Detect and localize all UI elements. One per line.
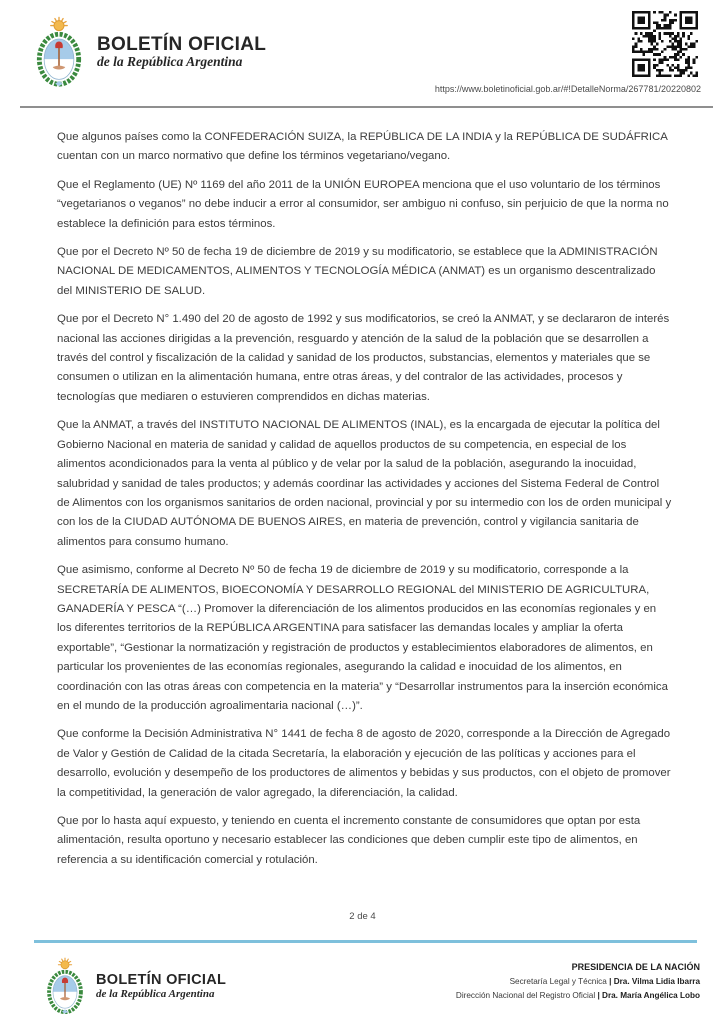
- credit-name: Dra. María Angélica Lobo: [602, 991, 700, 1000]
- document-body: [57, 128, 673, 879]
- brand-subtitle: de la República Argentina: [97, 54, 243, 70]
- header-divider: [20, 106, 713, 108]
- argentina-coat-of-arms-icon: [40, 957, 90, 1016]
- paragraph: Que por lo hasta aquí expuesto, y teniendo en cuenta el incremento constante de consumidores que optan por esta alimentación, resulta oportuno y necesario establecer las condiciones que deben cumplir este tipo de alimentos, en referencia a su identificación comercial y rotulación.: [57, 815, 641, 866]
- credit-line: [456, 991, 700, 1000]
- credit-separator: |: [597, 991, 600, 1000]
- page-number: 2 de 4: [349, 911, 376, 922]
- paragraph: Que asimismo, conforme al Decreto Nº 50 de fecha 19 de diciembre de 2019 y su modificatorio, corresponde a la SECRETARÍA DE ALIMENTOS, BIOECONOMÍA Y DESARROLLO REGIONAL del MINISTERIO DE AGRICULTURA, GANADERÍA Y PESCA “(…) Promover la diferenciación de los alimentos producidos en las economías regionales y en los diferentes territorios de la REPÚBLICA ARGENTINA para satisfacer las demandas locales y ampliar la oferta exportable”, “Gestionar la normatización y registración de productos y establecimientos elaboradores de alimentos, en particular los provenientes de las economías regionales, asegurando la calidad e inocuidad de los alimentos, en coordinación con las otras áreas con competencia en la materia” y “Desarrollar instrumentos para la inserción económica en el mundo de la producción agroalimentaria nacional (…)”.: [57, 564, 668, 712]
- pike: [58, 48, 60, 67]
- footer-brand: [40, 957, 226, 1016]
- footer-accent-divider: [34, 940, 697, 943]
- document-url: https://www.boletinoficial.gob.ar/#!DetalleNorma/267781/20220802: [434, 84, 701, 94]
- credit-name: Dra. Vilma Lidia Ibarra: [613, 977, 700, 986]
- paragraph: Que el Reglamento (UE) Nº 1169 del año 2011 de la UNIÓN EUROPEA menciona que el uso voluntario de los términos “vegetarianos o veganos” no debe inducir a error al consumidor, ser ambiguo ni confuso, sin perjuicio de que la norma no establece la definición para estos términos.: [57, 178, 669, 230]
- brand-title: BOLETÍN OFICIAL: [96, 971, 227, 988]
- paragraph: Que conforme la Decisión Administrativa N° 1441 de fecha 8 de agosto de 2020, corresponde a la Dirección de Agregado de Valor y Gestión de Calidad de la citada Secretaría, la elaboración y ejecución de las políticas y acciones para el desarrollo, evolución y desempeño de los productores de alimentos y bebidas y sus productos, con el objeto de promover la competitividad, la generación de valor agregado, la diferenciación, la calidad.: [57, 728, 671, 799]
- paragraph: Que por el Decreto Nº 50 de fecha 19 de diciembre de 2019 y su modificatorio, se establece que la ADMINISTRACIÓN NACIONAL DE MEDICAMENTOS, ALIMENTOS Y TECNOLOGÍA MÉDICA (ANMAT) es un organismo descentralizado del MINISTERIO DE SALUD.: [57, 246, 658, 297]
- credit-separator: |: [609, 977, 612, 986]
- footer-credits: [456, 962, 700, 1005]
- brand-subtitle: de la República Argentina: [96, 988, 215, 1001]
- pike: [64, 983, 65, 999]
- presidency-title: PRESIDENCIA DE LA NACIÓN: [571, 962, 700, 972]
- credit-label: Dirección Nacional del Registro Oficial: [455, 991, 596, 1000]
- argentina-coat-of-arms-icon: [28, 16, 90, 89]
- credit-line: [456, 977, 700, 986]
- credit-label: Secretaría Legal y Técnica: [509, 977, 607, 986]
- sun-icon: [51, 17, 67, 30]
- header-brand: [28, 16, 266, 89]
- paragraph: Que por el Decreto N° 1.490 del 20 de agosto de 1992 y sus modificatorios, se creó la ANMAT, y se declararon de interés nacional las acciones dirigidas a la prevención, resguardo y atención de la salud de la población que se desarrollen a través del control y fiscalización de la calidad y sanidad de los productos, substancias, elementos y materiales que se consumen o utilizan en la alimentación humana, entre otras áreas, y del contralor de las actividades, procesos y tecnologías que mediaren o estuvieren comprendidos en dichas materias.: [57, 313, 670, 403]
- brand-title: BOLETÍN OFICIAL: [97, 33, 267, 55]
- paragraph: Que la ANMAT, a través del INSTITUTO NACIONAL DE ALIMENTOS (INAL), es la encargada de ejecutar la política del Gobierno Nacional en materia de sanidad y calidad de aquellos productos de su competencia, en especial de los alimentos acondicionados para la venta al público y de velar por la salud de la población, asegurando la inocuidad, salubridad y sanidad de tales productos; y además coordinar las actividades y acciones del Sistema Federal de Control de Alimentos con los organismos sanitarios de orden nacional, provincial y por su intermedio con los de orden municipal y con los de la CIUDAD AUTÓNOMA DE BUENOS AIRES, en materia de prevención, control y vigilancia sanitaria de alimentos para consumo humano.: [57, 419, 672, 548]
- qr-code-icon: [632, 11, 698, 77]
- paragraph: Que algunos países como la CONFEDERACIÓN SUIZA, la REPÚBLICA DE LA INDIA y la REPÚBLICA DE SUDÁFRICA cuentan con un marco normativo que define los términos vegetariano/vegano.: [57, 131, 668, 163]
- sun-icon: [58, 958, 71, 969]
